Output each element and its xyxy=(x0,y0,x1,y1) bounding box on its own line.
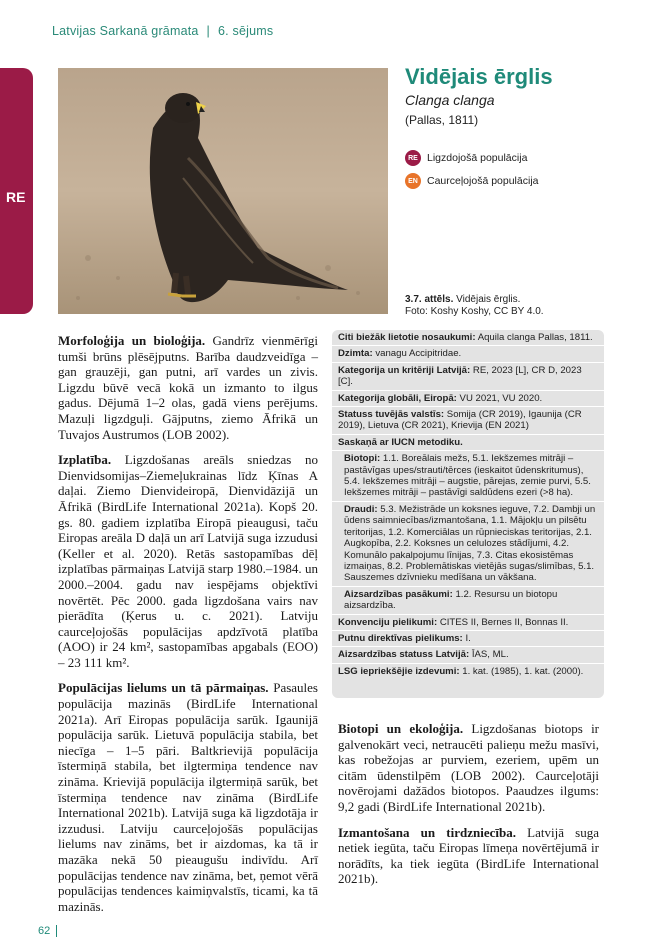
info-row: Dzimta: vanagu Accipitridae. xyxy=(332,346,604,362)
info-row: Draudi: 5.3. Mežistrāde un koksnes ieguve, 7.2. Dambji un ūdens saimniecības/izmantošana, 1.1. Mājokļu un pilsētu teritorijas, 1.2. Komerciālas un rūpnieciskas teritorijas, 2.1. Augkopība, 2.2. Koksnes un celulozes stādījumi, 4.2. Komunālo pakalpojumu līnijas, 7.3. Citas ekosistēmas izmaiņas, 8.2. Problemātiskas vietējās sugas/slimības, 5.1. Sauszemes dzīvnieku medīšana un vākšana. xyxy=(332,502,604,587)
photo-caption xyxy=(405,294,544,318)
info-box xyxy=(332,330,604,698)
status-migrating xyxy=(405,173,539,189)
info-row: Putnu direktīvas pielikums: I. xyxy=(332,631,604,647)
side-tab-label: RE xyxy=(6,189,26,205)
caption-text: Vidējais ērglis. xyxy=(456,294,521,305)
status-breeding xyxy=(405,150,527,166)
section-habitat xyxy=(338,721,599,815)
footer-divider xyxy=(56,925,57,937)
section-heading: Izmantošana un tirdzniecība. xyxy=(338,824,516,840)
info-row: Aizsardzības pasākumi: 1.2. Resursu un biotopu aizsardzība. xyxy=(332,587,604,615)
left-column xyxy=(58,333,318,924)
right-column xyxy=(338,721,599,897)
section-text: Ligzdošanas biotops ir galvenokārt veci, netraucēti palieņu mežu masīvi, kas robežojas ar purviem, ezeriem, upēm un citām ūdenstilpēm (LOB 2002). Caurceļotāji novērojami dažādos biotopos. Paaudzes ilgums: 9,2 gadi (BirdLife International 2021b). xyxy=(338,721,600,814)
info-row: Aizsardzības statuss Latvijā: ĪAS, ML. xyxy=(332,647,604,663)
category-side-tab xyxy=(0,68,33,314)
section-use xyxy=(338,825,599,887)
book-title: Latvijas Sarkanā grāmata xyxy=(52,24,199,38)
page-number: 62 xyxy=(38,925,51,937)
section-text: Ligzdošanas areāls sniedzas no Dienvidsomijas–Ziemeļukrainas līdz Ķīnas A daļai. Ziemo Dienvideiropā, Dienvidāzijā un Āfrikā (BirdLife International 2021a). Kopš 20. gs. 80. gadiem izplatība Eiropā pieaugusi, taču Eiropas areāla D daļā un arī Latvijā suga izzudusi (Keller et al. 2020). Retās sastopamības dēļ izplatības pārmaiņas Latvijā starp 1980.–1984. un 2000.–2004. gadu nav iespējams objektīvi novērtēt. Pēc 2000. gada ligzdošana vairs nav pierādīta (Ķerus u. c. 2021). Latviju caurceļojošās populācijas apdzīvotā platība (AOO) ir 24 km², sastopamības apgabals (EOO) – 23 111 km². xyxy=(58,452,318,670)
section-text: Gandrīz vienmērīgi tumši brūns plēsējputns. Barība daudzveidīga – gan grauzēji, gan putni, arī vardes un zivis. Ligzdu būvē vecā kokā un izmanto to ilgus gadus. Dējumā 1–2 olas, gadā viens perējums. Mazuļi ligzdguļi. Gājputns, ziemo Āfrikā un Tuvajos Austrumos (LOB 2002). xyxy=(58,333,319,442)
section-population xyxy=(58,680,318,914)
info-row: Konvenciju pielikumi: CITES II, Bernes II, Bonnas II. xyxy=(332,615,604,631)
running-header xyxy=(52,24,273,38)
section-heading: Izplatība. xyxy=(58,452,112,468)
section-morphology xyxy=(58,333,318,442)
species-common-name: Vidējais ērglis xyxy=(405,64,553,89)
section-heading: Morfoloģija un bioloģija. xyxy=(58,333,206,348)
info-row: Biotopi: 1.1. Boreālais mežs, 5.1. Iekšzemes mitrāji – pastāvīgas upes/strauti/tērces (ieskaitot ūdenskritumus), 5.4. Iekšzemes mitrāji – augstie, pārejas, zemie purvi, 5.5. Iekšzemes mitrāji – pastāvīgi saldūdens ezeri (>8 ha). xyxy=(332,451,604,502)
section-heading: Biotopi un ekoloģija. xyxy=(338,721,464,736)
section-distribution xyxy=(58,452,318,670)
caption-credit: Foto: Koshy Koshy, CC BY 4.0. xyxy=(405,306,544,317)
eagle-photo xyxy=(58,68,388,314)
info-row: Kategorija globāli, Eiropā: VU 2021, VU 2020. xyxy=(332,391,604,407)
info-row: LSG iepriekšējie izdevumi: 1. kat. (1985), 1. kat. (2000). xyxy=(338,665,584,677)
info-row: Saskaņā ar IUCN metodiku. xyxy=(332,435,604,451)
section-text: Pasaules populācija mazinās (BirdLife International 2021a). Arī Eiropas populācija sarūk. Igaunijā populācija sarūk. Lietuvā populācija stabila, bet niecīga – 1–5 pāri. Baltkrievijā populācija īstermiņā stabila, bet ilgtermiņa tendence nav zināma. Krievijā populācija ilgtermiņā sarūk, bet īstermiņa tendence nav zināma (BirdLife International 2021b). Latvijā suga kā ligzdotāja ir izzudusi. Latviju caurceļojošās populācijas lielums nav zināms, bet ir aizdomas, ka tā ir mazāka nekā 50 pieaugušu indivīdu. Arī populācijas tendence nav zināma, bet, ņemot vērā populācijas tendences kaimiņvalstīs, ticami, ka tā mazinās. xyxy=(58,680,318,914)
status-label: Ligzdojošā populācija xyxy=(427,152,528,164)
re-badge-icon: RE xyxy=(405,150,421,166)
en-badge-icon: EN xyxy=(405,173,421,189)
species-latin-name: Clanga clanga xyxy=(405,92,495,108)
info-row: Citi biežāk lietotie nosaukumi: Aquila clanga Pallas, 1811. xyxy=(332,330,604,346)
page-footer xyxy=(38,925,57,937)
volume-label: 6. sējums xyxy=(218,24,274,38)
caption-number: 3.7. attēls. xyxy=(405,294,454,305)
section-text: Latvijā suga netiek iegūta, taču Eiropas līmeņa novērtējumā ir norādīts, ka tiek iegūta (BirdLife International 2021b). xyxy=(338,824,599,887)
info-row: Statuss tuvējās valstīs: Somija (CR 2019), Igaunija (CR 2019), Lietuva (CR 2021), Krievija (EN 2021) xyxy=(332,407,604,435)
status-label: Caurceļojošā populācija xyxy=(427,175,539,187)
header-separator: | xyxy=(206,24,210,38)
info-row: Kategorija un kritēriji Latvijā: RE, 2023 [L], CR D, 2023 [C]. xyxy=(332,363,604,391)
species-author: (Pallas, 1811) xyxy=(405,113,479,127)
section-heading: Populācijas lielums un tā pārmaiņas. xyxy=(58,680,269,696)
